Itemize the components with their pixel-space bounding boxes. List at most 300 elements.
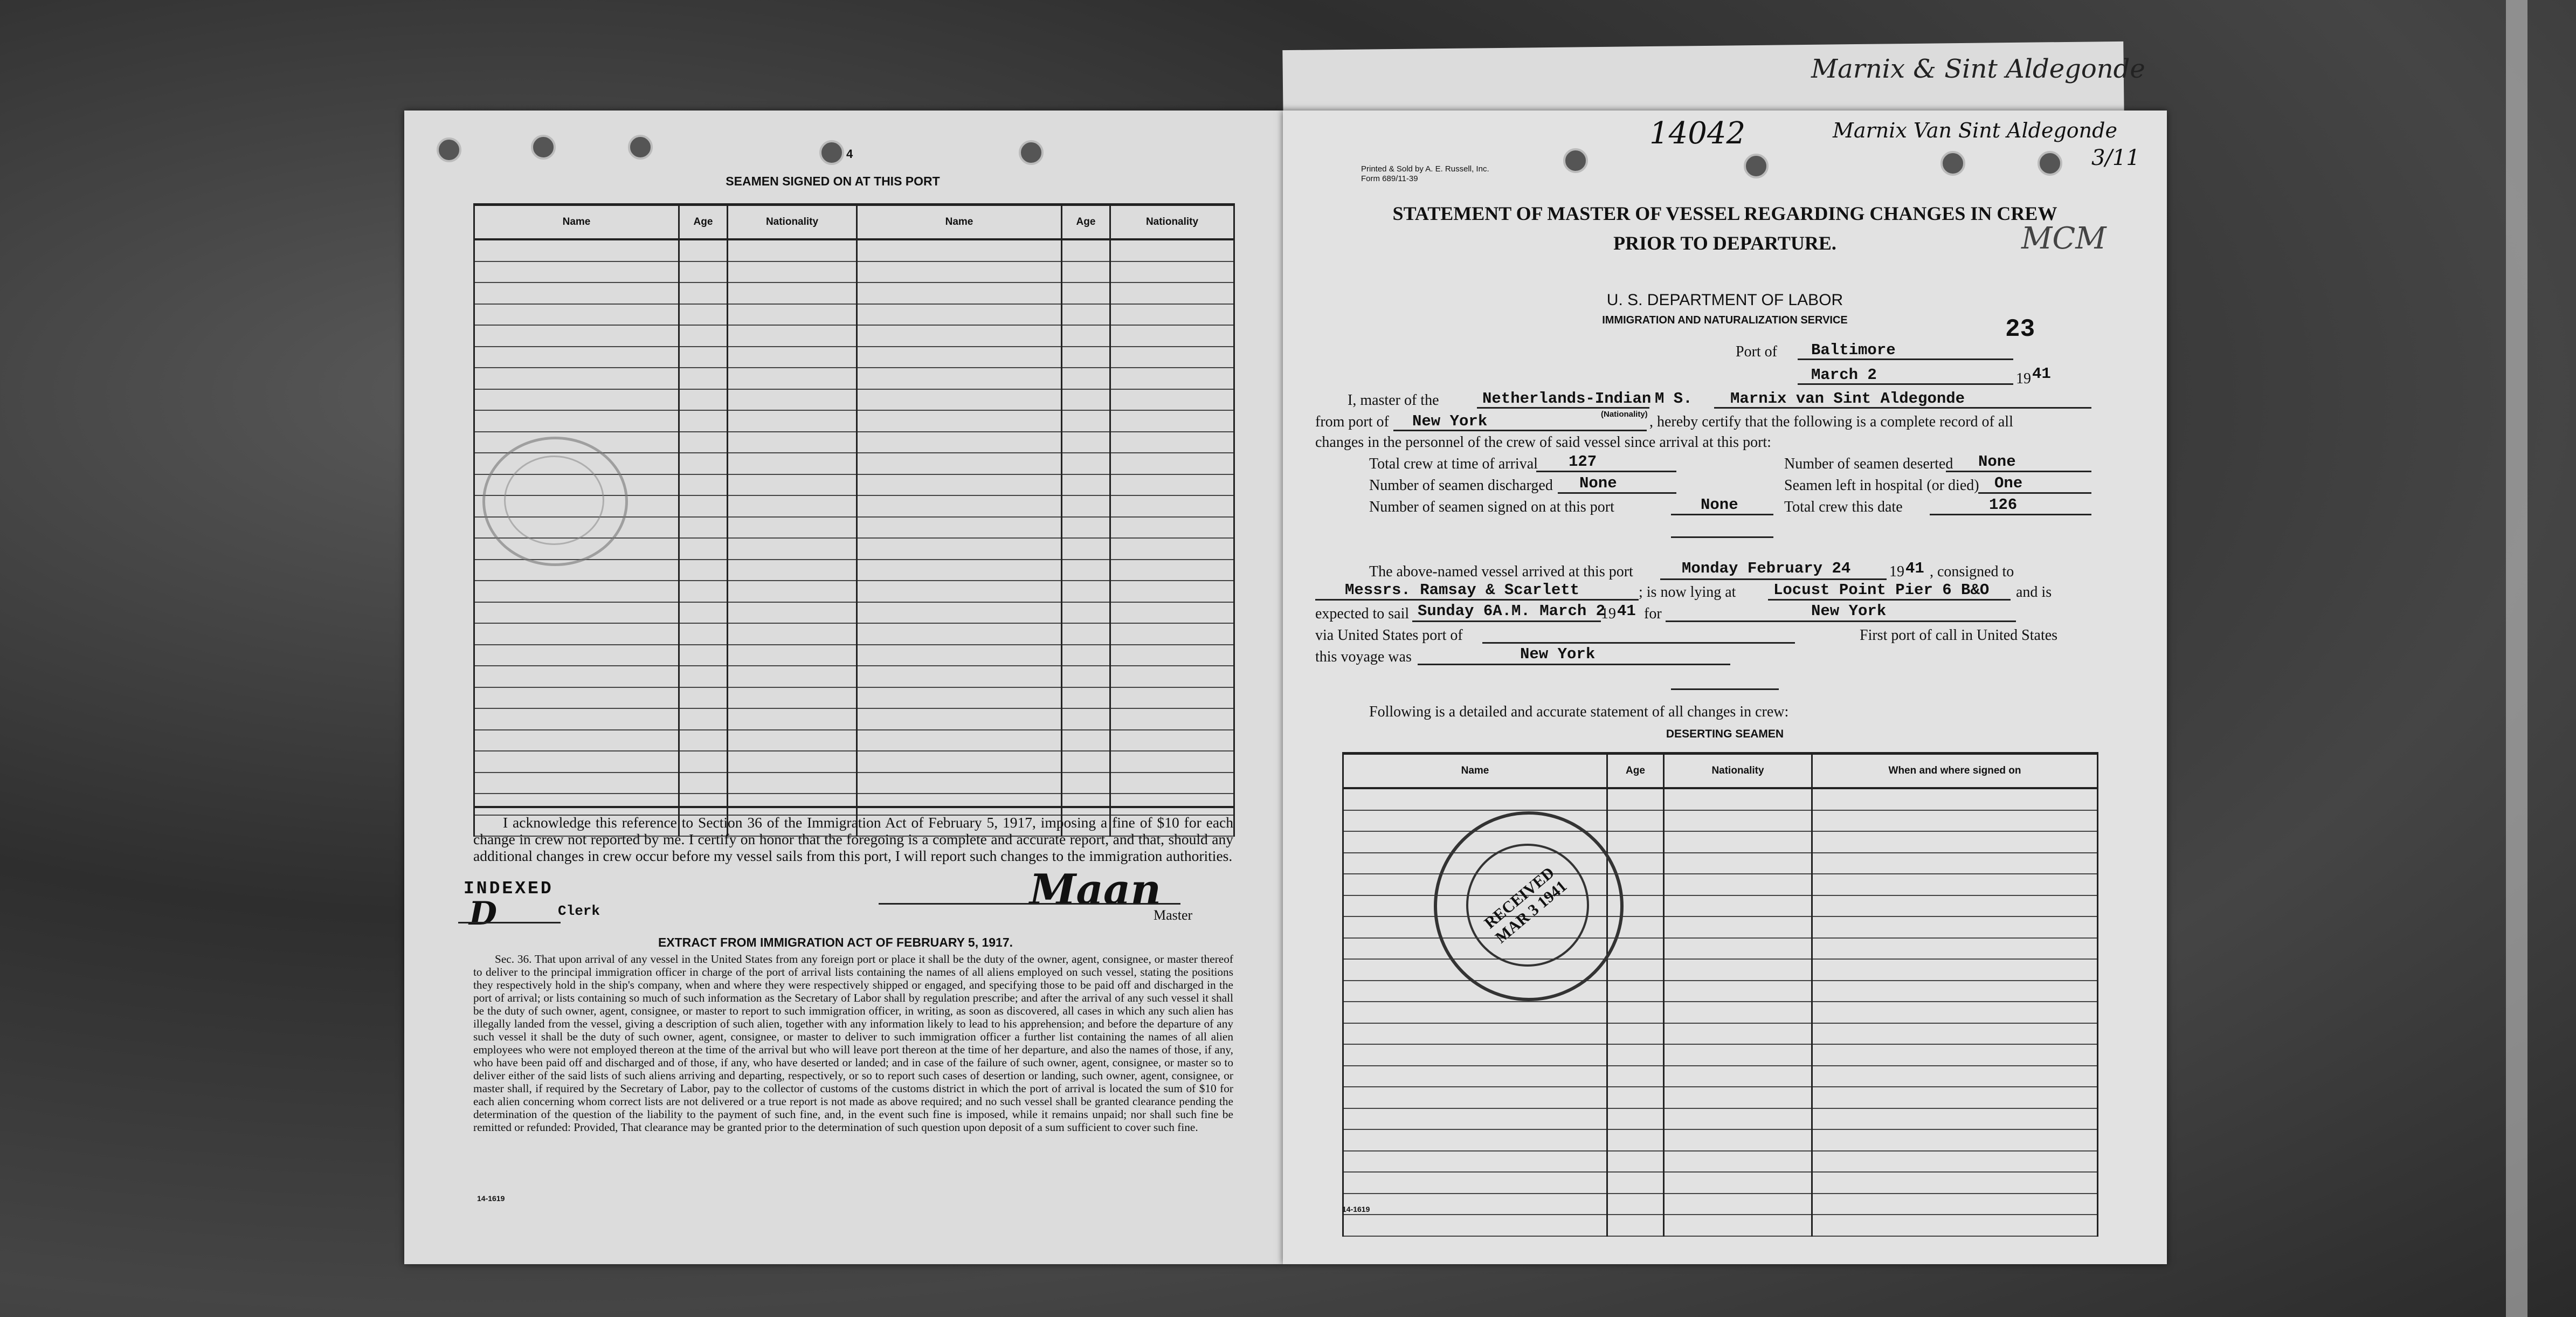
- table-cell: [1607, 1108, 1664, 1130]
- column-header: Name: [474, 205, 679, 240]
- table-row: [474, 581, 1234, 602]
- table-cell: [1110, 666, 1234, 687]
- page-number: 4: [846, 147, 853, 161]
- table-cell: [857, 794, 1062, 815]
- table-cell: [857, 645, 1062, 666]
- table-cell: [1664, 1108, 1812, 1130]
- table-cell: [1812, 916, 2098, 938]
- line: [1536, 471, 1676, 472]
- hospital-label: Seamen left in hospital (or died): [1784, 477, 1979, 494]
- table-cell: [1664, 1023, 1812, 1045]
- table-cell: [728, 347, 857, 368]
- table-cell: [1343, 1108, 1607, 1130]
- table-cell: [679, 453, 728, 474]
- table-row: [1343, 981, 2098, 1002]
- table-cell: [857, 773, 1062, 794]
- table-row: [474, 304, 1234, 326]
- table-cell: [679, 730, 728, 751]
- table-cell: [728, 666, 857, 687]
- table-cell: [1664, 788, 1812, 810]
- faded-stamp-inner: [504, 456, 604, 545]
- table-cell: [679, 602, 728, 624]
- table-row: [474, 368, 1234, 389]
- discharged-label: Number of seamen discharged: [1369, 477, 1553, 494]
- table-cell: [1062, 538, 1110, 560]
- table-cell: [728, 773, 857, 794]
- first-port-label: First port of call in United States: [1860, 627, 2058, 644]
- table-cell: [1062, 773, 1110, 794]
- table-cell: [1664, 874, 1812, 895]
- line: [1558, 492, 1676, 494]
- table-cell: [1110, 261, 1234, 283]
- table-cell: [728, 282, 857, 304]
- year-prefix: 19: [2016, 370, 2031, 387]
- department-name: U. S. DEPARTMENT OF LABOR: [1606, 291, 1843, 309]
- table-cell: [1607, 1087, 1664, 1108]
- table-cell: [728, 410, 857, 432]
- table-cell: [1110, 602, 1234, 624]
- table-cell: [1062, 602, 1110, 624]
- table-cell: [679, 410, 728, 432]
- table-cell: [1110, 751, 1234, 773]
- table-cell: [1607, 1044, 1664, 1066]
- table-cell: [857, 666, 1062, 687]
- table-cell: [1062, 368, 1110, 389]
- table-row: [474, 730, 1234, 751]
- vessel-prefix: M S.: [1655, 390, 1693, 408]
- table-cell: [1343, 1002, 1607, 1023]
- table-cell: [728, 239, 857, 261]
- table-cell: [857, 474, 1062, 496]
- table-cell: [474, 773, 679, 794]
- clerk-initial: D: [469, 895, 498, 933]
- date-value: March 2: [1811, 366, 1877, 384]
- table-cell: [1607, 788, 1664, 810]
- table-cell: [1812, 1002, 2098, 1023]
- table-cell: [728, 623, 857, 645]
- table-cell: [1062, 623, 1110, 645]
- table-cell: [1664, 1151, 1812, 1173]
- table-cell: [857, 581, 1062, 602]
- changes-text: changes in the personnel of the crew of said vessel since arrival at this port:: [1315, 434, 1771, 451]
- table-cell: [1812, 938, 2098, 960]
- form-title-line1: STATEMENT OF MASTER OF VESSEL REGARDING CHANGES IN CREW: [1392, 203, 2057, 224]
- table-cell: [1664, 1194, 1812, 1215]
- via-label: via United States port of: [1315, 627, 1463, 644]
- table-cell: [728, 687, 857, 709]
- table-cell: [1110, 325, 1234, 347]
- table-cell: [728, 368, 857, 389]
- expected-year-prefix: 19: [1601, 605, 1616, 622]
- table-cell: [474, 282, 679, 304]
- table-cell: [1607, 1129, 1664, 1151]
- table-row: [474, 708, 1234, 730]
- table-cell: [1110, 347, 1234, 368]
- table-cell: [857, 304, 1062, 326]
- table-cell: [1062, 666, 1110, 687]
- scan-edge: [2506, 0, 2527, 1317]
- deserting-seamen-table: [1342, 752, 2098, 1237]
- table-cell: [1607, 831, 1664, 853]
- consigned-label: , consigned to: [1930, 563, 2014, 580]
- table-cell: [474, 602, 679, 624]
- form-code: 14-1619: [477, 1194, 505, 1203]
- extract-title: EXTRACT FROM IMMIGRATION ACT OF FEBRUARY 5, 1917.: [658, 935, 1013, 949]
- table-cell: [474, 261, 679, 283]
- port-label: Port of: [1736, 343, 1777, 360]
- table-cell: [474, 751, 679, 773]
- table-bottom-rule: [473, 806, 1233, 808]
- table-cell: [1607, 1002, 1664, 1023]
- table-cell: [679, 495, 728, 517]
- table-cell: [1812, 959, 2098, 981]
- table-cell: [1607, 1172, 1664, 1194]
- arrived-year: 41: [1905, 560, 1924, 577]
- table-cell: [474, 645, 679, 666]
- table-cell: [1110, 687, 1234, 709]
- divider: [1671, 688, 1779, 690]
- table-cell: [1343, 1215, 1607, 1236]
- table-cell: [1607, 1151, 1664, 1173]
- handwritten-initials: MCM: [2021, 221, 2107, 256]
- date-line: [1798, 383, 2013, 385]
- punch-hole: [1744, 154, 1769, 178]
- table-cell: [857, 602, 1062, 624]
- deserted-label: Number of seamen deserted: [1784, 456, 1953, 472]
- table-cell: [1664, 959, 1812, 981]
- table-cell: [679, 261, 728, 283]
- master-signature-line: [879, 903, 1180, 905]
- table-cell: [474, 730, 679, 751]
- table-cell: [1664, 1129, 1812, 1151]
- table-cell: [679, 560, 728, 581]
- clerk-line: [458, 922, 561, 923]
- table-cell: [1812, 831, 2098, 853]
- table-cell: [679, 347, 728, 368]
- table-cell: [1664, 1215, 1812, 1236]
- and-is-label: and is: [2016, 584, 2052, 601]
- right-page: [1283, 111, 2167, 1264]
- table-cell: [857, 751, 1062, 773]
- table-cell: [1607, 1215, 1664, 1236]
- table-cell: [1062, 495, 1110, 517]
- table-cell: [857, 687, 1062, 709]
- table-cell: [857, 432, 1062, 453]
- table-cell: [474, 304, 679, 326]
- signed-on-value: None: [1701, 496, 1738, 514]
- line: [1978, 492, 2091, 494]
- table-cell: [857, 261, 1062, 283]
- handwritten-top-note: Marnix & Sint Aldegonde: [1811, 54, 2145, 84]
- table-cell: [728, 389, 857, 411]
- line: [1315, 599, 1639, 601]
- table-row: [1343, 1194, 2098, 1215]
- table-row: [474, 623, 1234, 645]
- table-cell: [1062, 645, 1110, 666]
- table-cell: [1110, 474, 1234, 496]
- table-cell: [679, 368, 728, 389]
- table-cell: [1812, 1151, 2098, 1173]
- line: [1482, 642, 1795, 644]
- table-cell: [679, 538, 728, 560]
- table-cell: [474, 623, 679, 645]
- table-cell: [1110, 517, 1234, 539]
- punch-hole: [819, 140, 844, 165]
- table-cell: [728, 453, 857, 474]
- table-cell: [857, 495, 1062, 517]
- arrived-year-prefix: 19: [1889, 563, 1904, 580]
- table-cell: [1664, 853, 1812, 874]
- table-cell: [1343, 1044, 1607, 1066]
- table-cell: [728, 432, 857, 453]
- table-cell: [1812, 1087, 2098, 1108]
- table-cell: [728, 560, 857, 581]
- table-cell: [1812, 874, 2098, 895]
- table-row: [1343, 1215, 2098, 1236]
- port-line: [1798, 358, 2013, 360]
- table-cell: [728, 517, 857, 539]
- table-cell: [1062, 560, 1110, 581]
- table-row: [1343, 1151, 2098, 1173]
- table-row: [1343, 1172, 2098, 1194]
- table-cell: [1110, 538, 1234, 560]
- deserted-value: None: [1978, 453, 2016, 471]
- arrived-value: Monday February 24: [1682, 560, 1851, 577]
- table-row: [1343, 1023, 2098, 1045]
- line: [1768, 599, 2011, 601]
- table-cell: [1664, 916, 1812, 938]
- master-label: Master: [1154, 907, 1193, 923]
- port-value: Baltimore: [1811, 341, 1896, 359]
- certify-text: , hereby certify that the following is a complete record of all: [1649, 413, 2013, 430]
- table-cell: [1664, 981, 1812, 1002]
- line: [1418, 664, 1730, 665]
- extract-text: Sec. 36. That upon arrival of any vessel in the United States from any foreign port or place it shall be the duty of the owner, agent, consignee, or master thereof to deliver to the principal immigration officer in charge of the port of arrival lists containing the names of all aliens employed on such vessel, stating the positions they respectively hold in the ship's company, when and where they were respectively shipped or engaged, and specifying those to be paid off and discharged in the port of arrival; or lists containing so much of such information as the Secretary of Labor shall by regulation prescribe; and after the arrival of any such vessel it shall be the duty of such owner, agent, consignee, or master to report to such immigration officer, in writing, as soon as discovered, all cases in which any such alien has illegally landed from the vessel, giving a description of such alien, together with any information likely to lead to his apprehension; and before the departure of any such vessel it shall be the duty of such owner, agent, consignee, or master to deliver to such immigration officer a further list containing the names of all alien employees who were not employed thereon at the time of the arrival but who will leave port thereon at the time of her departure, and also the names of those, if any, who have been paid off and discharged and of those, if any, who have deserted or landed; and in case of the failure of such owner, agent, consignee, or master so to deliver either of the said lists of such aliens arriving and departing, respectively, or so to report such cases of desertion or landing, such owner, agent, consignee, or master shall, if required by the Secretary of Labor, pay to the collector of customs of the customs district in which the port of arrival is located the sum of $10 for each alien concerning whom correct lists are not delivered or a true report is not made as above required; and no such vessel shall be granted clearance pending the determination of the question of the liability to the payment of such fine, and, in the event such fine is imposed, while it remains unpaid; nor shall such fine be remitted or refunded: Provided, That clearance may be granted prior to the determination of such question upon deposit of a sum sufficient to cover such fine.: [473, 953, 1233, 1134]
- table-cell: [1664, 938, 1812, 960]
- table-cell: [474, 794, 679, 815]
- table-cell: [1110, 773, 1234, 794]
- master-of-label: I, master of the: [1348, 392, 1439, 409]
- table-cell: [1343, 1023, 1607, 1045]
- table-cell: [1812, 1023, 2098, 1045]
- table-cell: [679, 623, 728, 645]
- from-port-value: New York: [1412, 412, 1488, 430]
- for-label: for: [1644, 605, 1662, 622]
- table-cell: [857, 410, 1062, 432]
- table-row: [474, 794, 1234, 815]
- table-cell: [1812, 1044, 2098, 1066]
- table-cell: [1343, 1172, 1607, 1194]
- table-cell: [728, 730, 857, 751]
- table-cell: [679, 282, 728, 304]
- table-cell: [474, 666, 679, 687]
- table-cell: [1812, 1108, 2098, 1130]
- table-cell: [1664, 1002, 1812, 1023]
- table-cell: [1812, 1215, 2098, 1236]
- line: [1660, 578, 1887, 580]
- table-cell: [1110, 239, 1234, 261]
- handwritten-fraction: 3/11: [2091, 146, 2140, 170]
- table-cell: [857, 325, 1062, 347]
- table-cell: [1062, 325, 1110, 347]
- column-header: Name: [1343, 754, 1607, 789]
- table-cell: [728, 602, 857, 624]
- table-row: [474, 687, 1234, 709]
- table-cell: [1110, 389, 1234, 411]
- table-cell: [1812, 981, 2098, 1002]
- table-cell: [679, 432, 728, 453]
- left-page: [404, 111, 1283, 1264]
- table-cell: [679, 474, 728, 496]
- nationality-line: [1477, 407, 1649, 409]
- punch-hole: [628, 135, 653, 160]
- punch-hole: [2038, 151, 2062, 176]
- table-cell: [1110, 560, 1234, 581]
- total-crew-arrival-label: Total crew at time of arrival: [1369, 456, 1538, 472]
- table-cell: [474, 389, 679, 411]
- table-cell: [857, 708, 1062, 730]
- table-cell: [857, 368, 1062, 389]
- table-cell: [1062, 432, 1110, 453]
- expected-year: 41: [1617, 602, 1636, 620]
- table-row: [1343, 810, 2098, 832]
- table-cell: [1343, 1194, 1607, 1215]
- table-cell: [1343, 1066, 1607, 1087]
- table-cell: [728, 794, 857, 815]
- table-row: [474, 410, 1234, 432]
- punch-hole: [437, 137, 461, 162]
- total-crew-date-value: 126: [1989, 496, 2018, 514]
- table-cell: [728, 325, 857, 347]
- line: [1666, 620, 2016, 622]
- table-cell: [679, 581, 728, 602]
- table-cell: [728, 581, 857, 602]
- table-cell: [1062, 730, 1110, 751]
- punch-hole: [1940, 151, 1965, 176]
- form-title-line2: PRIOR TO DEPARTURE.: [1613, 232, 1836, 254]
- table-row: [474, 389, 1234, 411]
- table-cell: [857, 560, 1062, 581]
- table-cell: [1110, 453, 1234, 474]
- table-cell: [1607, 1194, 1664, 1215]
- table-cell: [1664, 895, 1812, 917]
- received-stamp-text: RECEIVED MAR 3 1941: [1481, 864, 1571, 947]
- table-row: [1343, 1129, 2098, 1151]
- signed-on-label: Number of seamen signed on at this port: [1369, 499, 1614, 515]
- table-cell: [728, 304, 857, 326]
- table-cell: [1062, 261, 1110, 283]
- deserting-heading: DESERTING SEAMEN: [1666, 728, 1784, 740]
- table-cell: [1343, 1087, 1607, 1108]
- column-header: Nationality: [728, 205, 857, 240]
- from-port-label: from port of: [1315, 413, 1389, 430]
- table-cell: [857, 517, 1062, 539]
- table-row: [1343, 1087, 2098, 1108]
- table-cell: [1110, 282, 1234, 304]
- table-cell: [1664, 1066, 1812, 1087]
- table-cell: [679, 389, 728, 411]
- table-cell: [474, 410, 679, 432]
- table-cell: [1110, 708, 1234, 730]
- table-row: [474, 347, 1234, 368]
- table-cell: [1062, 794, 1110, 815]
- punch-hole: [531, 135, 556, 160]
- clerk-label: Clerk: [558, 903, 600, 919]
- table-cell: [1812, 788, 2098, 810]
- table-cell: [1062, 474, 1110, 496]
- table-cell: [474, 239, 679, 261]
- table-row: [474, 261, 1234, 283]
- total-crew-arrival-value: 127: [1569, 453, 1597, 471]
- table-cell: [1062, 751, 1110, 773]
- table-cell: [679, 517, 728, 539]
- nationality-value: Netherlands-Indian: [1482, 390, 1652, 408]
- table-cell: [1110, 368, 1234, 389]
- handwritten-vessel-name: Marnix Van Sint Aldegonde: [1833, 119, 2117, 142]
- table-cell: [474, 581, 679, 602]
- table-cell: [1607, 981, 1664, 1002]
- nationality-caption: (Nationality): [1601, 410, 1648, 419]
- table-cell: [679, 708, 728, 730]
- table-cell: [679, 304, 728, 326]
- table-cell: [1110, 581, 1234, 602]
- table-cell: [1664, 1172, 1812, 1194]
- table-cell: [679, 773, 728, 794]
- table-row: [1343, 1044, 2098, 1066]
- voyage-label: this voyage was: [1315, 649, 1412, 665]
- table-row: [474, 325, 1234, 347]
- table-cell: [1607, 1023, 1664, 1045]
- table-cell: [679, 687, 728, 709]
- table-cell: [1812, 1194, 2098, 1215]
- column-header: Name: [857, 205, 1062, 240]
- expected-label: expected to sail: [1315, 605, 1410, 622]
- acknowledgement-text: I acknowledge this reference to Section 36 of the Immigration Act of February 5, 1917, imposing a fine of $10 for each change in crew not reported by me. I certify on honor that the foregoing is a complete and accurate report, and that, should any additional changes in crew occur before my vessel sails from this port, I will report such changes to the immigration authorities.: [473, 814, 1233, 864]
- punch-hole: [1019, 140, 1044, 165]
- table-cell: [728, 708, 857, 730]
- serial-number: 23: [2005, 315, 2035, 343]
- table-cell: [1607, 810, 1664, 832]
- table-cell: [679, 325, 728, 347]
- following-text: Following is a detailed and accurate statement of all changes in crew:: [1369, 704, 1789, 720]
- column-header: Nationality: [1110, 205, 1234, 240]
- from-port-line: [1393, 430, 1647, 431]
- table-cell: [1062, 389, 1110, 411]
- for-value: New York: [1811, 602, 1887, 620]
- table-row: [474, 645, 1234, 666]
- master-signature: Maan: [1030, 865, 1162, 914]
- table-cell: [474, 687, 679, 709]
- table-cell: [1607, 1066, 1664, 1087]
- table-cell: [474, 347, 679, 368]
- table-cell: [857, 453, 1062, 474]
- table-cell: [728, 261, 857, 283]
- table-row: [474, 773, 1234, 794]
- table-cell: [857, 538, 1062, 560]
- vessel-value: Marnix van Sint Aldegonde: [1730, 390, 1965, 408]
- table-row: [1343, 788, 2098, 810]
- printer-line: Printed & Sold by A. E. Russell, Inc.: [1361, 164, 1489, 174]
- table-cell: [1812, 1066, 2098, 1087]
- table-cell: [1343, 1151, 1607, 1173]
- consignee-value: Messrs. Ramsay & Scarlett: [1345, 581, 1580, 599]
- table-cell: [1110, 730, 1234, 751]
- form-number: Form 689/11-39: [1361, 174, 1418, 183]
- total-crew-date-label: Total crew this date: [1784, 499, 1903, 515]
- handwritten-number: 14042: [1649, 116, 1746, 151]
- table-cell: [1812, 810, 2098, 832]
- table-row: [474, 666, 1234, 687]
